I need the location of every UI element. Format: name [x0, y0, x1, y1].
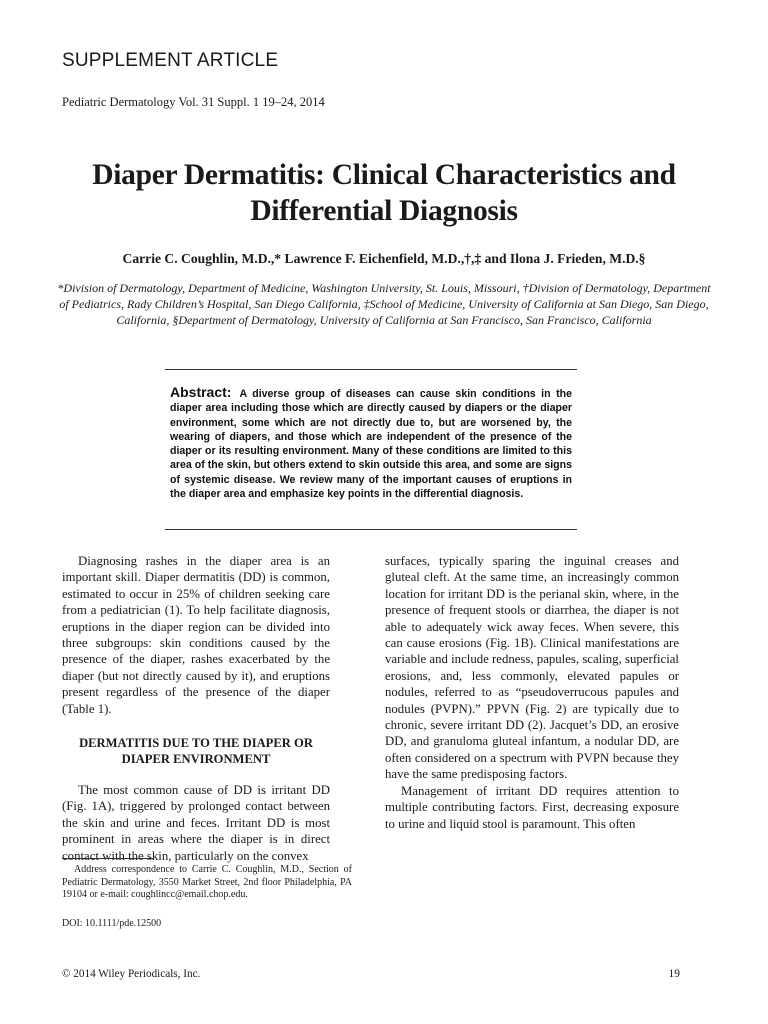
- journal-citation: Pediatric Dermatology Vol. 31 Suppl. 1 19–24, 2014: [62, 95, 325, 109]
- article-authors: Carrie C. Coughlin, M.D.,* Lawrence F. Eichenfield, M.D.,†,‡ and Ilona J. Frieden, M.D.§: [122, 251, 646, 266]
- page-number: 19: [668, 968, 680, 980]
- body-paragraph: The most common cause of DD is irritant DD (Fig. 1A), triggered by prolonged contact between the skin and urine and feces. Irritant DD is most prominent in areas where the diaper is in direct contact with the skin, particularly on the convex: [62, 782, 330, 863]
- doi: DOI: 10.1111/pde.12500: [62, 918, 162, 929]
- supplement-label: SUPPLEMENT ARTICLE: [62, 50, 279, 71]
- section-heading: DERMATITIS DUE TO THE DIAPER OR DIAPER ENVIRONMENT: [79, 736, 313, 767]
- abstract-bottom-rule: [165, 529, 577, 530]
- abstract-top-rule: [165, 369, 577, 370]
- article-title: Diaper Dermatitis: Clinical Characteristics and Differential Diagnosis: [92, 159, 676, 227]
- body-column-left: [62, 553, 330, 864]
- body-column-right: [385, 553, 679, 832]
- body-paragraph: Diagnosing rashes in the diaper area is an important skill. Diaper dermatitis (DD) is common, estimated to occur in 25% of children seeking care from a pediatrician (1). To help facilitate diagnosis, eruptions in the diaper region can be divided into three subgroups: skin conditions caused by the presence of the diaper, rashes exacerbated by the diaper (but not directly caused by it), and eruptions present regardless of the presence of the diaper (Table 1).: [62, 554, 330, 716]
- article-affiliations: *Division of Dermatology, Department of Medicine, Washington University, St. Louis, Missouri, †Division of Dermatology, Department of Pediatrics, Rady Children’s Hospital, San Diego California, ‡School of Medicine, University of California at San Diego, San Diego, California, §Department of Dermatology, University of California at San Francisco, San Francisco, California: [57, 281, 711, 328]
- abstract-text: A diverse group of diseases can cause skin conditions in the diaper area including those which are directly caused by diapers or the diaper environment, some which are not directly due to, but are worsened by, the wearing of diapers, and those which are independent of the presence of the diaper or its resulting environment. Many of these conditions are limited to this area of the skin, but others extend to skin outside this area, and some are signs of systemic disease. We review many of the important causes of eruptions in the diaper area and emphasize key points in the differential diagnosis.: [170, 388, 572, 501]
- correspondence-footnote: [62, 864, 352, 902]
- correspondence-text: Address correspondence to Carrie C. Coughlin, M.D., Section of Pediatric Dermatology, 3550 Market Street, 2nd floor Philadelphia, PA 19104 or e-mail: coughlincc@email.chop.edu.: [62, 864, 352, 901]
- abstract-label: Abstract:: [170, 384, 232, 400]
- body-paragraph: Management of irritant DD requires attention to multiple contributing factors. First, decreasing exposure to urine and liquid stool is paramount. This often: [385, 783, 679, 831]
- body-paragraph: surfaces, typically sparing the inguinal creases and gluteal cleft. At the same time, an increasingly common location for irritant DD is the perianal skin, where, in the presence of frequent stools or diarrhea, the diaper is not able to adequately wick away feces. When severe, this can cause erosions (Fig. 1B). Clinical manifestations are variable and include redness, papules, scaling, superficial erosions, and, less commonly, elevated papules or nodules, referred to as “pseudoverrucous papules and nodules (PVPN).” PPVN (Fig. 2) are typically due to chronic, severe irritant DD (2). Jacquet’s DD, an erosive DD, and granuloma gluteal infantum, a nodular DD, are often considered on a spectrum with PVPN because they have the same predisposing factors.: [385, 554, 679, 782]
- footnote-rule: [62, 858, 154, 859]
- abstract-block: [170, 385, 572, 501]
- copyright: © 2014 Wiley Periodicals, Inc.: [62, 968, 201, 980]
